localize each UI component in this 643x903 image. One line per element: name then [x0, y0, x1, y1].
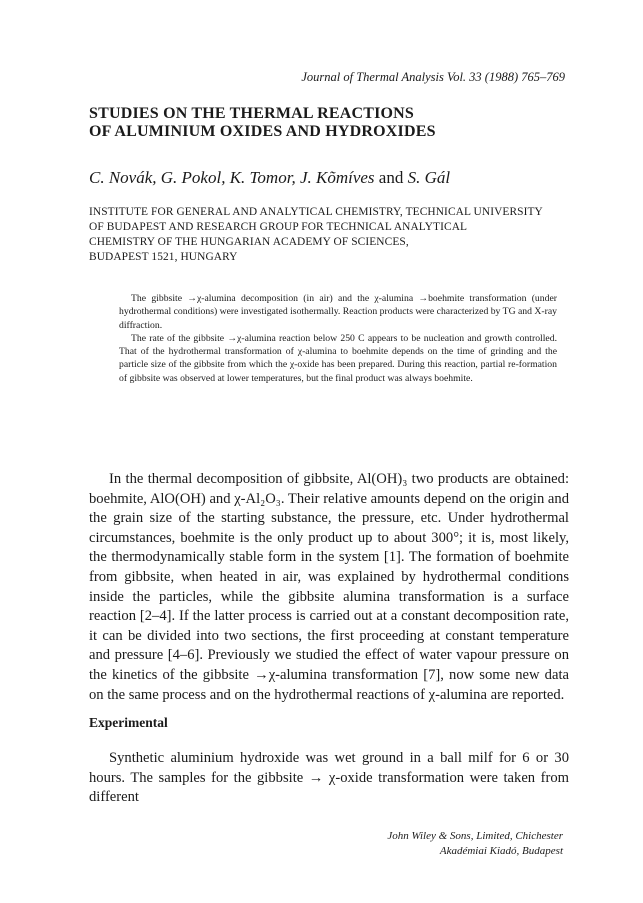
author-list [89, 168, 450, 188]
body-paragraph: Synthetic aluminium hydroxide was wet ground in a ball milf for 6 or 30 hours. The samples for the gibbsite → χ-oxide transformation were taken from different [89, 750, 569, 806]
title-line-1: STUDIES ON THE THERMAL REACTIONS [89, 105, 415, 122]
publisher-line: John Wiley & Sons, Limited, Chichester [387, 830, 563, 842]
abstract-paragraph: The gibbsite →χ-alumina decomposition (in air) and the χ-alumina →boehmite transformation (under hydrothermal conditions) were investigated isothermally. Reaction products were characterized by TG and X-ray diffraction. [119, 293, 557, 331]
affiliation-line: OF BUDAPEST AND RESEARCH GROUP FOR TECHNICAL ANALYTICAL [89, 221, 468, 233]
author-last: S. Gál [407, 168, 451, 187]
section-heading: Experimental [89, 715, 168, 730]
affiliation-line: BUDAPEST 1521, HUNGARY [89, 251, 238, 263]
publisher-line: Akadémiai Kiadó, Budapest [439, 845, 563, 857]
introduction [89, 470, 569, 705]
affiliation-line: CHEMISTRY OF THE HUNGARIAN ACADEMY OF SCIENCES, [89, 236, 409, 248]
journal-reference: Journal of Thermal Analysis Vol. 33 (1988) 765–769 [301, 70, 565, 84]
abstract-paragraph: The rate of the gibbsite →χ-alumina reaction below 250 C appears to be nucleation and growth controlled. That of the hydrothermal transformation of χ-alumina to boehmite depends on the time of grinding and the particle size of the gibbsite from which the χ-oxide has been prepared. During this reaction, partial re-formation of gibbsite was observed at lower temperatures, but the final product was always boehmite. [119, 332, 557, 384]
affiliation [89, 205, 569, 265]
abstract [119, 292, 557, 385]
author-names: C. Novák, G. Pokol, K. Tomor, J. Kõmíves [89, 168, 375, 187]
affiliation-line: INSTITUTE FOR GENERAL AND ANALYTICAL CHEMISTRY, TECHNICAL UNIVERSITY [89, 206, 543, 218]
paper-title [89, 105, 559, 141]
publisher-footer [387, 829, 563, 859]
body-paragraph: In the thermal decomposition of gibbsite, Al(OH)₃ two products are obtained: boehmite, AlO(OH) and χ-Al₂O₃. Their relative amounts depend on the origin and the grain size of the starting substance, the pressure, etc. Under hydrothermal circumstances, boehmite is the only product up to about 300°; it is, most likely, the thermodynamically stable form in the system [1]. The formation of boehmite from gibbsite, when heated in air, was explained by hydrothermal conditions inside the particles, while the gibbsite alumina transformation is a surface reaction [2–4]. If the latter process is carried out at a constant decomposition rate, it can be divided into two sections, the first proceeding at constant temperature and pressure [4–6]. Previously we studied the effect of water vapour pressure on the kinetics of the gibbsite →χ-alumina transformation [7], now some new data on the same process and on the hydrothermal reactions of χ-alumina are reported. [89, 471, 569, 703]
title-line-2: OF ALUMINIUM OXIDES AND HYDROXIDES [89, 123, 436, 140]
experimental-section [89, 749, 569, 808]
author-conjunction: and [374, 168, 408, 187]
